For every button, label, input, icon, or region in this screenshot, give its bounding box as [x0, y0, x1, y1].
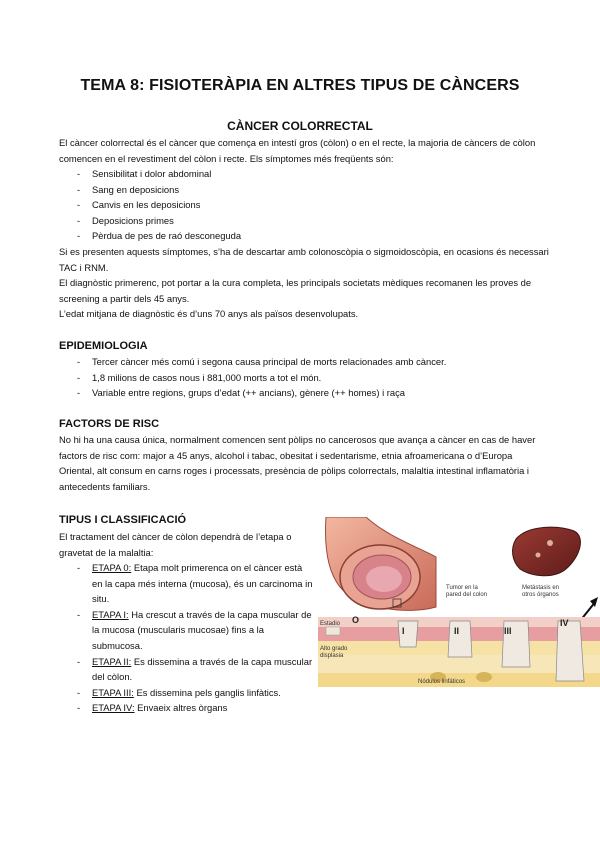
list-item: - Deposicions primes	[59, 213, 549, 229]
stages-list	[59, 560, 314, 716]
page-title: TEMA 8: FISIOTERÀPIA EN ALTRES TIPUS DE CÀNCERS	[80, 77, 520, 94]
stage-item	[59, 700, 314, 716]
list-item: - Canvis en les deposicions	[59, 197, 549, 213]
stage-numeral: IV	[560, 618, 569, 628]
stage-text: Es dissemina pels ganglis linfàtics.	[133, 686, 281, 698]
stage-item	[59, 654, 314, 685]
stage-text: Es dissemina a través de la capa muscular del còlon.	[92, 655, 313, 683]
label-tumor-line1: Tumor en la	[446, 585, 478, 591]
stage-numeral: O	[352, 615, 360, 625]
stage-numeral: II	[454, 626, 460, 636]
colon-illustration-svg	[318, 517, 600, 687]
label-alto-grado-line1: Alto grado	[320, 646, 348, 652]
list-item: - Pèrdua de pes de raó desconeguda	[59, 228, 549, 244]
age-paragraph: L’edat mitjana de diagnòstic és d’uns 70 anys als països desenvolupats.	[59, 308, 359, 319]
epidemiology-list	[59, 354, 549, 401]
colon-stages-illustration	[318, 517, 600, 687]
section-heading-classification: TIPUS I CLASSIFICACIÓ	[59, 514, 187, 526]
section-heading-colorectal: CÀNCER COLORRECTAL	[227, 119, 373, 133]
stage-numeral: III	[504, 626, 512, 636]
colorectal-intro: El càncer colorrectal és el càncer que comença en intestí gros (còlon) o en el recte, la majoria de càncers de còlon comencen en el revestiment del còlon i recte. Els símptomes més freqüents són:	[59, 137, 536, 164]
list-item: - Tercer càncer més comú i segona causa principal de morts relacionades amb càncer.	[59, 354, 549, 370]
stage-label: ETAPA III:	[92, 686, 134, 698]
stage-item	[59, 685, 314, 701]
label-metastasis-line1: Metástasis en	[522, 585, 560, 591]
label-nodulos: Nódulos linfáticos	[418, 679, 466, 685]
list-item: - Sensibilitat i dolor abdominal	[59, 166, 549, 182]
list-item: - Variable entre regions, grups d’edat (++ ancians), gènere (++ homes) i raça	[59, 385, 549, 401]
stage-item	[59, 560, 314, 607]
stage-label: ETAPA I:	[92, 608, 129, 620]
stage-item	[59, 607, 314, 654]
stage-numeral: I	[402, 626, 405, 636]
stage-text: Etapa molt primerenca on el càncer està en la capa més interna (mucosa), és un carcinoma in situ.	[92, 562, 313, 605]
stage-text: Envaeix altres òrgans	[134, 702, 228, 714]
list-item: - Sang en deposicions	[59, 182, 549, 198]
label-tumor-line2: pared del colon	[446, 592, 488, 598]
list-item: - 1,8 milions de casos nous i 881,000 morts a tot el món.	[59, 370, 549, 386]
label-alto-grado-line2: displasia	[320, 653, 344, 659]
stage-label: ETAPA IV:	[92, 702, 135, 714]
classification-intro: El tractament del càncer de còlon dependrà de l’etapa o gravetat de la malaltia:	[59, 531, 292, 558]
diagnosis-paragraph: Si es presenten aquests símptomes, s’ha de descartar amb colonoscòpia o sigmoidoscòpia, en ocasions és necessari TAC i RNM.	[59, 246, 549, 273]
symptoms-list	[59, 166, 549, 244]
label-metastasis-line2: otros órganos	[522, 592, 559, 598]
stage-label: ETAPA II:	[92, 655, 132, 667]
stage-label: ETAPA 0:	[92, 562, 132, 573]
risk-paragraph: No hi ha una causa única, normalment comencen sent pòlips no cancerosos que avança a càncer en cas de haver factors de risc com: major a 45 anys, alcohol i tabac, obesitat i sedentarisme, etnia afroamericana o d’Europa Oriental, alt consum en carns roges i processats, presència de pòlips colorrectals, malaltia intestinal inflamatòria i antecedents familiars.	[59, 434, 536, 492]
section-heading-epidemiology: EPIDEMIOLOGIA	[59, 340, 148, 352]
section-heading-risk: FACTORS DE RISC	[59, 418, 160, 430]
screening-paragraph: El diagnòstic primerenc, pot portar a la cura completa, les principals societats mèdiques recomanen les proves de screening a partir dels 45 anys.	[59, 277, 532, 304]
label-estadio: Estadio	[320, 621, 341, 627]
stage-text: Ha crescut a través de la capa muscular de la mucosa (muscularis mucosae) fins a la submucosa.	[92, 608, 312, 651]
